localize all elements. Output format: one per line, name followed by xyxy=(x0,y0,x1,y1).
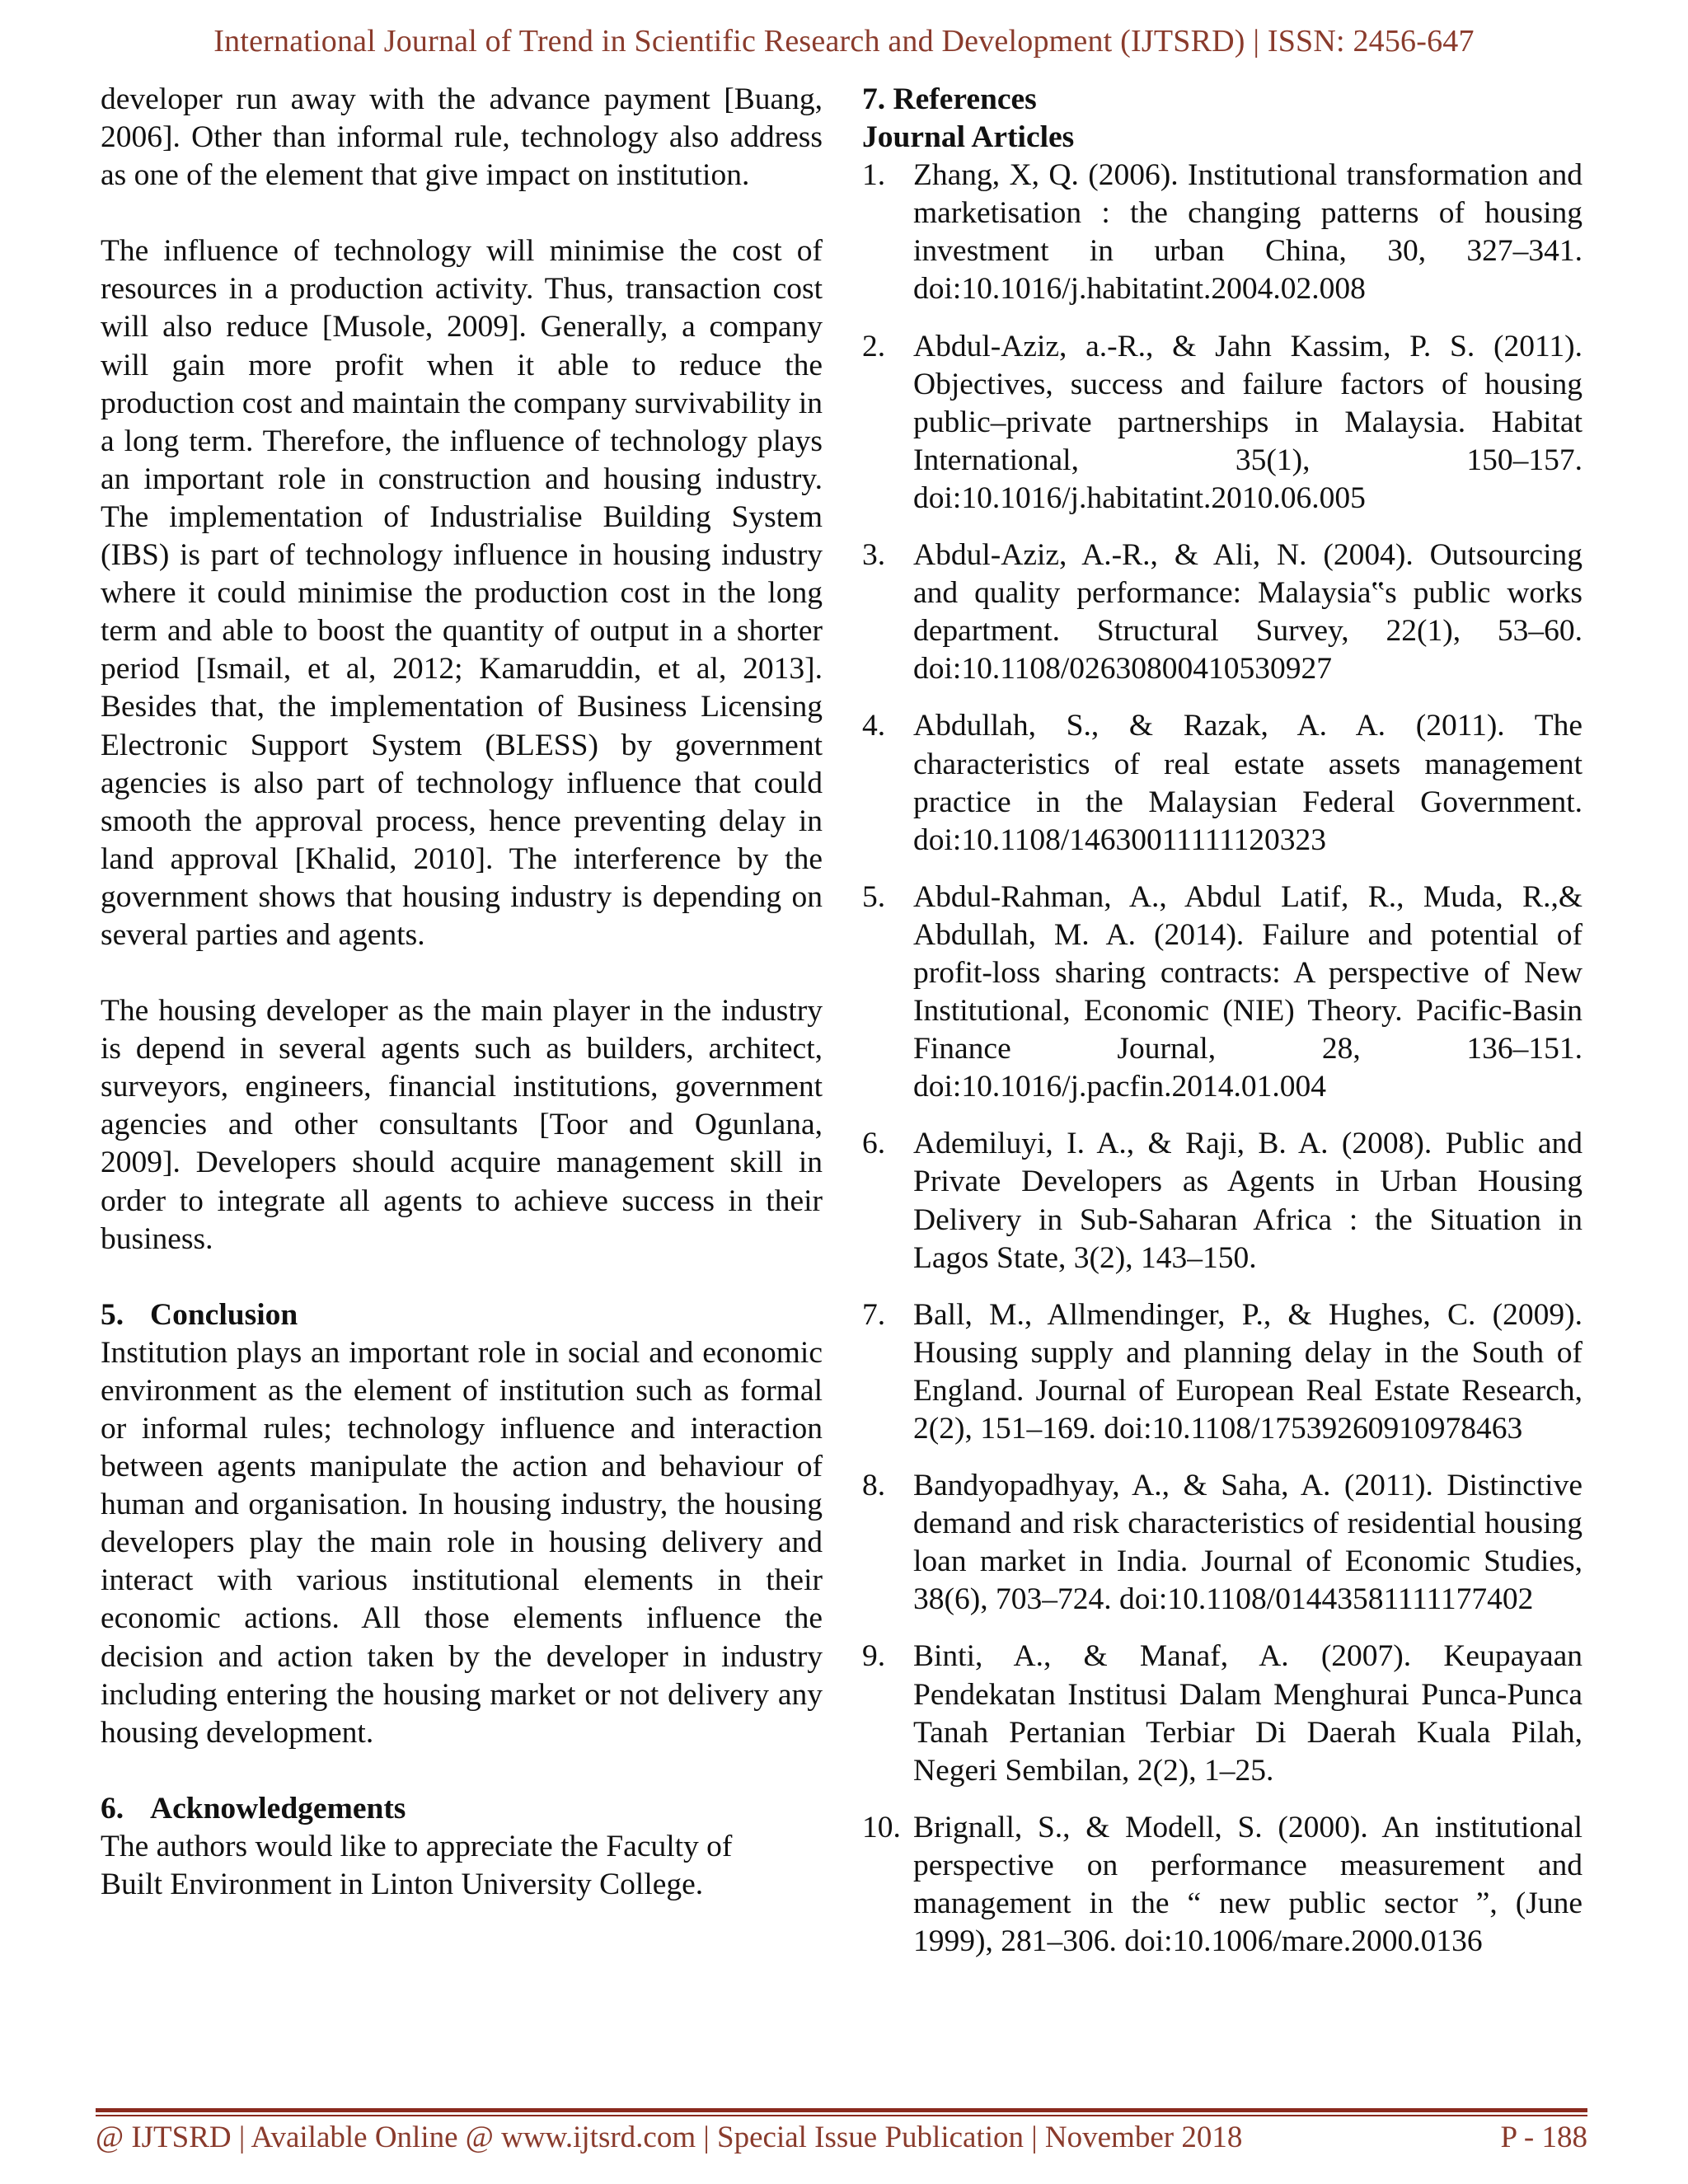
body-paragraph: developer run away with the advance payment [Buang, 2006]. Other than informal rule, technology also address as one of the element that give impact on institution. xyxy=(101,82,823,193)
acknowledgements-line: The authors would like to appreciate the Faculty of xyxy=(101,1829,733,1863)
reference-number: 9. xyxy=(862,1639,886,1674)
section-title: Conclusion xyxy=(150,1297,298,1332)
page-number: P - 188 xyxy=(1500,2121,1587,2154)
reference-item xyxy=(862,537,1582,688)
left-column xyxy=(101,81,823,1904)
reference-item xyxy=(862,1125,1582,1277)
reference-text: Zhang, X, Q. (2006). Institutional transformation and marketisation : the changing patterns of housing investment in urban China, 30, 327–341. doi:10.1016/j.habitatint.2004.02.008 xyxy=(913,158,1582,307)
conclusion-paragraph: Institution plays an important role in social and economic environment as the element of institution such as formal or informal rules; technology influence and interaction between agents manipulate the action and behaviour of human and organisation. In housing industry, the housing developers play the main role in housing delivery and interact with various institutional elements in their economic actions. All those elements influence the decision and action taken by the developer in industry including entering the housing market or not delivery any housing development. xyxy=(101,1335,823,1750)
journal-articles-heading: Journal Articles xyxy=(862,120,1075,155)
reference-text: Ball, M., Allmendinger, P., & Hughes, C. (2009). Housing supply and planning delay in the South of England. Journal of European Real Estate Research, 2(2), 151–169. doi:10.1108/17539260910978463 xyxy=(913,1297,1582,1446)
reference-text: Bandyopadhyay, A., & Saha, A. (2011). Distinctive demand and risk characteristics of residential housing loan market in India. Journal of Economic Studies, 38(6), 703–724. doi:10.1108/01443581111177402 xyxy=(913,1469,1582,1617)
page-footer xyxy=(96,2120,1587,2155)
section-number: 5. xyxy=(101,1297,124,1332)
reference-item xyxy=(862,1296,1582,1448)
reference-item xyxy=(862,1467,1582,1619)
reference-text: Abdul-Aziz, A.-R., & Ali, N. (2004). Outsourcing and quality performance: Malaysia‟s public works department. Structural Survey, 22(1), 53–60. doi:10.1108/02630800410530927 xyxy=(913,538,1582,687)
reference-item xyxy=(862,157,1582,308)
body-paragraph: The housing developer as the main player in the industry is depend in several agents such as builders, architect, surveyors, engineers, financial institutions, government agencies and other consultants [Toor and Ogunlana, 2009]. Developers should acquire management skill in order to integrate all agents to achieve success in their business. xyxy=(101,994,823,1256)
reference-list xyxy=(862,157,1582,1961)
acknowledgements-line: Built Environment in Linton University College. xyxy=(101,1868,704,1902)
section-title: Acknowledgements xyxy=(150,1791,406,1825)
footer-publication-info: @ IJTSRD | Available Online @ www.ijtsrd.com | Special Issue Publication | November 2018 xyxy=(96,2121,1243,2154)
reference-text: Ademiluyi, I. A., & Raji, B. A. (2008). Public and Private Developers as Agents in Urban Housing Delivery in Sub-Saharan Africa : the Situation in Lagos State, 3(2), 143–150. xyxy=(913,1127,1582,1275)
section-heading-acknowledgements xyxy=(101,1790,823,1828)
reference-number: 3. xyxy=(862,538,886,573)
reference-text: Abdullah, S., & Razak, A. A. (2011). The characteristics of real estate assets management practice in the Malaysian Federal Government. doi:10.1108/14630011111120323 xyxy=(913,709,1582,857)
reference-item xyxy=(862,879,1582,1107)
right-column xyxy=(862,81,1582,1980)
reference-text: Binti, A., & Manaf, A. (2007). Keupayaan Pendekatan Institusi Dalam Menghurai Punca-Punca Tanah Pertanian Terbiar Di Daerah Kuala Pilah, Negeri Sembilan, 2(2), 1–25. xyxy=(913,1639,1582,1788)
reference-number: 8. xyxy=(862,1469,886,1503)
reference-item xyxy=(862,707,1582,859)
reference-number: 4. xyxy=(862,709,886,743)
footer-divider xyxy=(96,2115,1587,2116)
reference-text: Brignall, S., & Modell, S. (2000). An institutional perspective on performance measurement and management in the “ new public sector ”, (June 1999), 281–306. doi:10.1006/mare.2000.0136 xyxy=(913,1810,1582,1959)
journal-header: International Journal of Trend in Scientific Research and Development (IJTSRD) | ISSN: 2456-647 xyxy=(213,24,1475,59)
reference-number: 6. xyxy=(862,1127,886,1161)
reference-number: 1. xyxy=(862,158,886,193)
reference-text: Abdul-Aziz, a.-R., & Jahn Kassim, P. S. (2011). Objectives, success and failure factors of housing public–private partnerships in Malaysia. Habitat International, 35(1), 150–157. doi:10.1016/j.habitatint.2010.06.005 xyxy=(913,329,1582,515)
reference-number: 7. xyxy=(862,1297,886,1332)
reference-item xyxy=(862,1809,1582,1961)
reference-text: Abdul-Rahman, A., Abdul Latif, R., Muda, R.,& Abdullah, M. A. (2014). Failure and potential of profit-loss sharing contracts: A perspective of New Institutional, Economic (NIE) Theory. Pacific-Basin Finance Journal, 28, 136–151. doi:10.1016/j.pacfin.2014.01.004 xyxy=(913,879,1582,1104)
reference-item xyxy=(862,328,1582,518)
body-paragraph: The influence of technology will minimise the cost of resources in a production activity. Thus, transaction cost will also reduce [Musole, 2009]. Generally, a company will gain more profit when it able to reduce the production cost and maintain the company survivability in a long term. Therefore, the influence of technology plays an important role in construction and housing industry. The implementation of Industrialise Building System (IBS) is part of technology influence in housing industry where it could minimise the production cost in the long term and able to boost the quantity of output in a shorter period [Ismail, et al, 2012; Kamaruddin, et al, 2013]. Besides that, the implementation of Business Licensing Electronic Support System (BLESS) by government agencies is also part of technology influence that could smooth the approval process, hence preventing delay in land approval [Khalid, 2010]. The interference by the government shows that housing industry is depending on several parties and agents. xyxy=(101,234,823,952)
section-heading-conclusion xyxy=(101,1296,823,1334)
reference-number: 10. xyxy=(862,1810,901,1844)
footer-divider xyxy=(96,2108,1587,2112)
reference-item xyxy=(862,1638,1582,1789)
reference-number: 5. xyxy=(862,879,886,914)
reference-number: 2. xyxy=(862,329,886,363)
section-number: 6. xyxy=(101,1791,124,1825)
references-heading: 7. References xyxy=(862,82,1037,116)
